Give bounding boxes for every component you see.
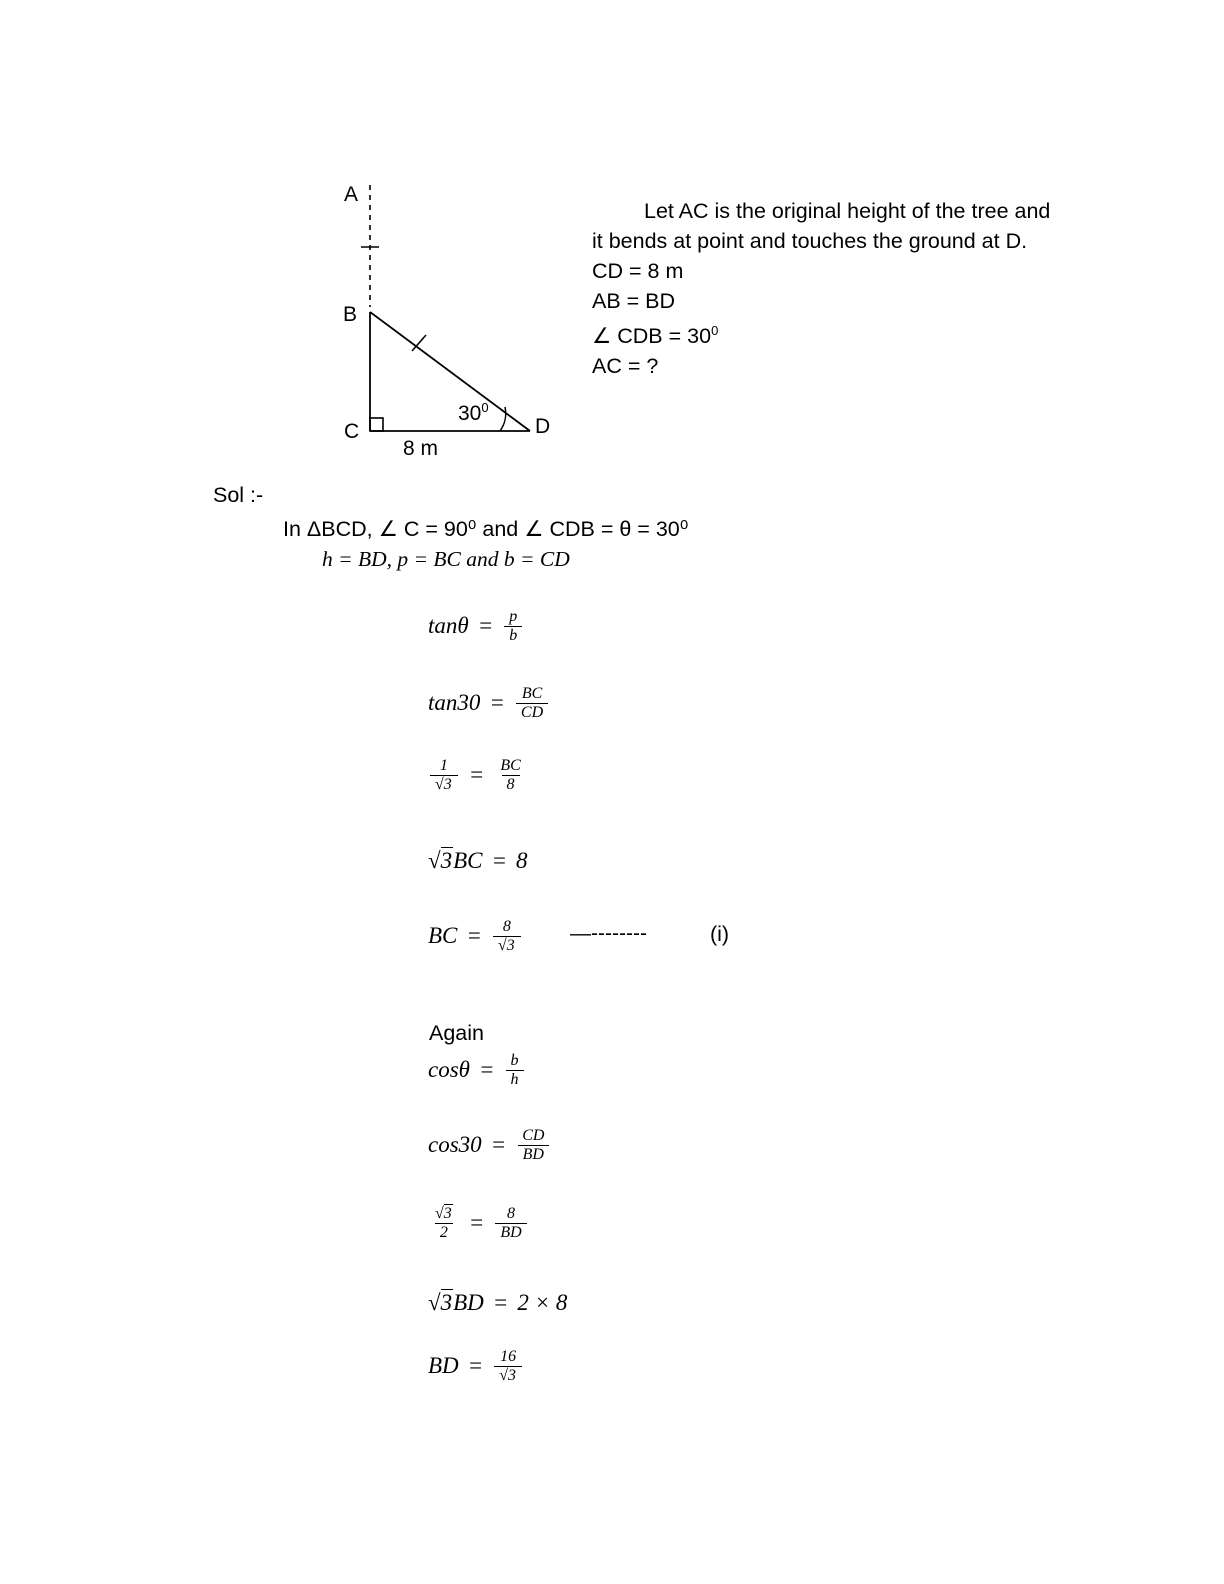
eq-bd-lhs: BD (428, 1353, 459, 1379)
equation-dash-separator: —-------- (570, 922, 647, 945)
eq-onesq3-left-fraction (430, 757, 458, 794)
eq-onesq3-right-numerator: BC (500, 757, 521, 774)
eq-cos-op: = (478, 1057, 495, 1083)
eq-sq3over2-right-fraction (495, 1205, 526, 1242)
eq-bd-op: = (467, 1353, 484, 1379)
eq-tan30-op: = (489, 690, 505, 716)
equation-root3-bc (428, 848, 528, 874)
given-statement (592, 196, 1092, 381)
eq-tan-lhs: tanθ (428, 613, 469, 639)
given-angle-cdb: ∠ CDB = $30^0$ (592, 323, 719, 349)
equation-one-over-root3 (428, 757, 528, 794)
given-ac-question: AC = ? (592, 354, 659, 379)
equation-bc-value (428, 918, 523, 955)
eq-onesq3-op: = (468, 762, 485, 788)
radical-root3-bd-den: √3 (499, 1366, 516, 1384)
eq-sq3over2-right-numerator: 8 (506, 1205, 515, 1222)
label-vertex-a: A (344, 183, 359, 206)
eq-tan30-numerator: BC (521, 685, 543, 702)
eq-cos30-op: = (490, 1132, 507, 1158)
equation-cos30 (428, 1127, 551, 1164)
equation-cos-theta (428, 1052, 526, 1089)
eq-tan-fraction (504, 608, 522, 645)
again-label: Again (429, 1021, 484, 1045)
given-line-2: it bends at point and touches the ground at D. (592, 229, 1028, 253)
given-line-1: Let AC is the original height of the tree and (644, 199, 1051, 223)
radical-root3-bd: √3 (428, 1290, 453, 1315)
eq-cos30-denominator: BD (518, 1145, 549, 1164)
eq-sq3over2-denominator: 2 (435, 1223, 453, 1242)
given-ab: AB = BD (592, 289, 676, 313)
right-angle-marker (370, 418, 383, 431)
eq-tan-op: = (477, 613, 494, 639)
eq-sq3over2-numerator (430, 1205, 458, 1223)
solution-label: Sol :- (213, 483, 264, 507)
radical-root3: √3 (435, 775, 452, 793)
eq-cos-lhs: cosθ (428, 1057, 470, 1083)
eq-sq3bd-rhs: 2 × 8 (517, 1290, 568, 1315)
eq-bc-denominator (493, 936, 521, 955)
eq-bc-numerator: 8 (502, 918, 511, 935)
eq-tan-denominator: b (504, 626, 522, 645)
eq-tan30-lhs: tan30 (428, 690, 481, 716)
eq-cos30-lhs: cos30 (428, 1132, 482, 1158)
eq-onesq3-right-fraction (495, 757, 525, 794)
eq-cos-denominator: h (506, 1070, 524, 1089)
hpb-definition-line: h = BD, p = BC and b = CD (322, 547, 570, 571)
label-vertex-c: C (344, 420, 360, 443)
eq-bc-lhs: BC (428, 923, 458, 949)
eq-onesq3-right-denominator: 8 (502, 775, 520, 794)
eq-onesq3-numerator: 1 (439, 757, 448, 774)
equation-root3-over-2 (428, 1205, 529, 1242)
equation-tan-theta (428, 608, 524, 645)
eq-sq3over2-left-fraction (430, 1205, 458, 1242)
eq-bc-fraction (493, 918, 521, 955)
eq-onesq3-denominator (430, 775, 458, 794)
eq-bc-op: = (466, 923, 482, 949)
given-cd: CD = 8 m (592, 259, 684, 283)
label-vertex-b: B (343, 303, 358, 326)
equation-bd-value (428, 1348, 524, 1385)
radical-root3-bc: √3 (428, 848, 453, 873)
eq-cos-fraction (506, 1052, 524, 1089)
equation-tan30 (428, 685, 550, 722)
eq-cos30-numerator: CD (522, 1127, 545, 1144)
equation-number-i: (i) (710, 922, 730, 946)
eq-sq3bd-lhs: BD (453, 1290, 484, 1315)
radical-root3-num: √3 (435, 1205, 452, 1222)
eq-sq3bc-rhs: 8 (516, 848, 528, 873)
eq-sq3over2-right-denominator: BD (495, 1223, 526, 1242)
eq-bd-fraction (494, 1348, 522, 1385)
triangle-condition-line: In ΔBCD, ∠ C = 90⁰ and ∠ CDB = θ = 30⁰ (283, 517, 689, 541)
eq-sq3bc-op: = (491, 848, 508, 873)
eq-tan30-denominator: CD (516, 703, 548, 722)
eq-bd-numerator: 16 (500, 1348, 517, 1365)
eq-sq3over2-op: = (468, 1210, 485, 1236)
eq-tan30-fraction (516, 685, 548, 722)
eq-bd-denominator (494, 1366, 522, 1385)
label-base-8m: 8 m (403, 437, 439, 460)
eq-cos30-fraction (517, 1127, 549, 1164)
eq-sq3bd-op: = (492, 1290, 509, 1315)
equation-root3-bd (428, 1290, 567, 1316)
label-vertex-d: D (535, 415, 551, 438)
triangle-figure (330, 175, 590, 465)
radical-root3-bc-den: √3 (497, 936, 515, 954)
eq-tan-numerator: p (509, 608, 518, 625)
eq-cos-numerator: b (510, 1052, 519, 1069)
eq-sq3bc-lhs: BC (453, 848, 483, 873)
label-angle-30: $30^0$ (458, 400, 489, 425)
